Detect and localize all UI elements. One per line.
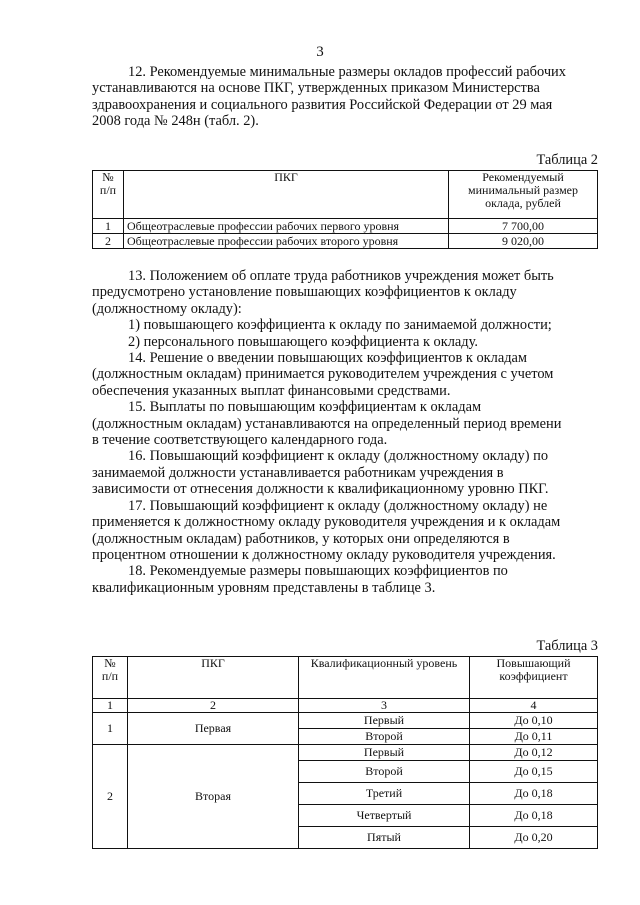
table3-cell-pkg: Первая xyxy=(128,713,299,745)
table3-colnum: 4 xyxy=(470,699,598,713)
table3-header-level: Квалификационный уровень xyxy=(299,657,470,699)
body-line: предусмотрено установление повышающих коэффициентов к окладу xyxy=(92,284,517,301)
table2-cell-pkg: Общеотраслевые профессии рабочих первого уровня xyxy=(124,219,449,234)
table3-cell-coef: До 0,18 xyxy=(470,805,598,827)
paragraph-12 xyxy=(92,64,598,130)
table3-cell-coef: До 0,12 xyxy=(470,745,598,761)
table3-cell-level: Третий xyxy=(299,783,470,805)
body-paragraphs xyxy=(92,268,598,596)
table2-cell-num: 2 xyxy=(93,234,124,249)
table-row xyxy=(93,745,598,761)
para12-line xyxy=(92,64,598,80)
body-line: зависимости от отнесения должности к квалификационному уровню ПКГ. xyxy=(92,481,549,498)
table3-cell-num: 1 xyxy=(93,713,128,745)
header-text: п/п xyxy=(99,183,117,197)
table-3 xyxy=(92,656,598,849)
para12-line: 2008 года № 248н (табл. 2). xyxy=(92,113,259,130)
body-line-text: 13. Положением об оплате труда работников учреждения может быть xyxy=(128,268,554,284)
table3-colnum: 1 xyxy=(93,699,128,713)
table-row xyxy=(93,234,598,249)
table3-cell-level: Пятый xyxy=(299,827,470,849)
body-line xyxy=(92,498,598,514)
table3-header-coef xyxy=(470,657,598,699)
table2-header-salary xyxy=(449,171,598,219)
body-line xyxy=(92,317,598,333)
table3-header-row xyxy=(93,657,598,699)
body-line: применяется к должностному окладу руководителя учреждения и к окладам xyxy=(92,514,561,531)
table2-cell-salary: 7 700,00 xyxy=(449,219,598,234)
table-2 xyxy=(92,170,598,249)
table2-cell-salary: 9 020,00 xyxy=(449,234,598,249)
body-line xyxy=(92,334,598,350)
para12-line: здравоохранения и социального развития Российской Федерации от 29 мая xyxy=(92,96,553,113)
table3-cell-level: Второй xyxy=(299,729,470,745)
body-line: (должностным окладам) работников, у которых они определяются в xyxy=(92,530,510,547)
table2-header-num xyxy=(93,171,124,219)
body-line xyxy=(92,563,598,579)
para12-line: устанавливаются на основе ПКГ, утвержденных приказом Министерства xyxy=(92,80,540,97)
table3-caption: Таблица 3 xyxy=(536,638,598,654)
header-text: № xyxy=(102,170,114,184)
body-line: квалификационным уровням представлены в таблице 3. xyxy=(92,579,436,596)
body-line: (должностным окладам) устанавливаются на определенный период времени xyxy=(92,415,562,432)
table3-cell-coef: До 0,15 xyxy=(470,761,598,783)
body-line xyxy=(92,399,598,415)
body-line xyxy=(92,268,598,284)
table-row xyxy=(93,219,598,234)
para12-line-text: 12. Рекомендуемые минимальные размеры окладов профессий рабочих xyxy=(128,64,566,80)
header-text: № xyxy=(104,656,116,670)
table-row xyxy=(93,713,598,729)
table3-colnum: 2 xyxy=(128,699,299,713)
body-line xyxy=(92,448,598,464)
header-text: минимальный размер xyxy=(468,183,578,197)
table2-caption: Таблица 2 xyxy=(536,152,598,168)
body-line: (должностному окладу): xyxy=(92,300,242,317)
page-number: 3 xyxy=(316,44,324,60)
body-line: в течение соответствующего календарного года. xyxy=(92,432,388,449)
header-text: Рекомендуемый xyxy=(482,170,564,184)
body-line-text: 1) повышающего коэффициента к окладу по занимаемой должности; xyxy=(128,317,552,334)
header-text: оклада, рублей xyxy=(485,196,561,210)
table3-cell-coef: До 0,10 xyxy=(470,713,598,729)
body-line-text: 18. Рекомендуемые размеры повышающих коэффициентов по xyxy=(128,563,508,580)
table3-cell-level: Четвертый xyxy=(299,805,470,827)
table3-header-pkg: ПКГ xyxy=(128,657,299,699)
table3-cell-level: Второй xyxy=(299,761,470,783)
body-line: процентном отношении к должностному окладу руководителя учреждения. xyxy=(92,546,556,563)
body-line-text: 17. Повышающий коэффициент к окладу (должностному окладу) не xyxy=(128,497,548,514)
table3-cell-coef: До 0,20 xyxy=(470,827,598,849)
table3-header-num xyxy=(93,657,128,699)
table2-header-row xyxy=(93,171,598,219)
body-line-text: 2) персонального повышающего коэффициента к окладу. xyxy=(128,333,478,350)
table3-cell-pkg: Вторая xyxy=(128,745,299,849)
body-line: (должностным окладам) принимается руководителем учреждения с учетом xyxy=(92,366,554,383)
table3-colnum-row xyxy=(93,699,598,713)
table3-cell-coef: До 0,11 xyxy=(470,729,598,745)
table2-cell-pkg: Общеотраслевые профессии рабочих второго уровня xyxy=(124,234,449,249)
table3-cell-coef: До 0,18 xyxy=(470,783,598,805)
header-text: Повышающий xyxy=(496,656,571,670)
header-text: коэффициент xyxy=(499,669,568,683)
table2-header-pkg: ПКГ xyxy=(124,171,449,219)
body-line-text: 16. Повышающий коэффициент к окладу (должностному окладу) по xyxy=(128,448,549,465)
body-line-text: 14. Решение о введении повышающих коэффициентов к окладам xyxy=(128,350,528,367)
body-line-text: 15. Выплаты по повышающим коэффициентам к окладам xyxy=(128,399,482,416)
body-line: обеспечения указанных выплат финансовыми средствами. xyxy=(92,382,451,399)
table3-cell-level: Первый xyxy=(299,745,470,761)
table2-cell-num: 1 xyxy=(93,219,124,234)
header-text: п/п xyxy=(101,669,119,683)
table3-cell-num: 2 xyxy=(93,745,128,849)
body-line xyxy=(92,350,598,366)
table3-cell-level: Первый xyxy=(299,713,470,729)
table3-colnum: 3 xyxy=(299,699,470,713)
body-line: занимаемой должности устанавливается работникам учреждения в xyxy=(92,464,504,481)
